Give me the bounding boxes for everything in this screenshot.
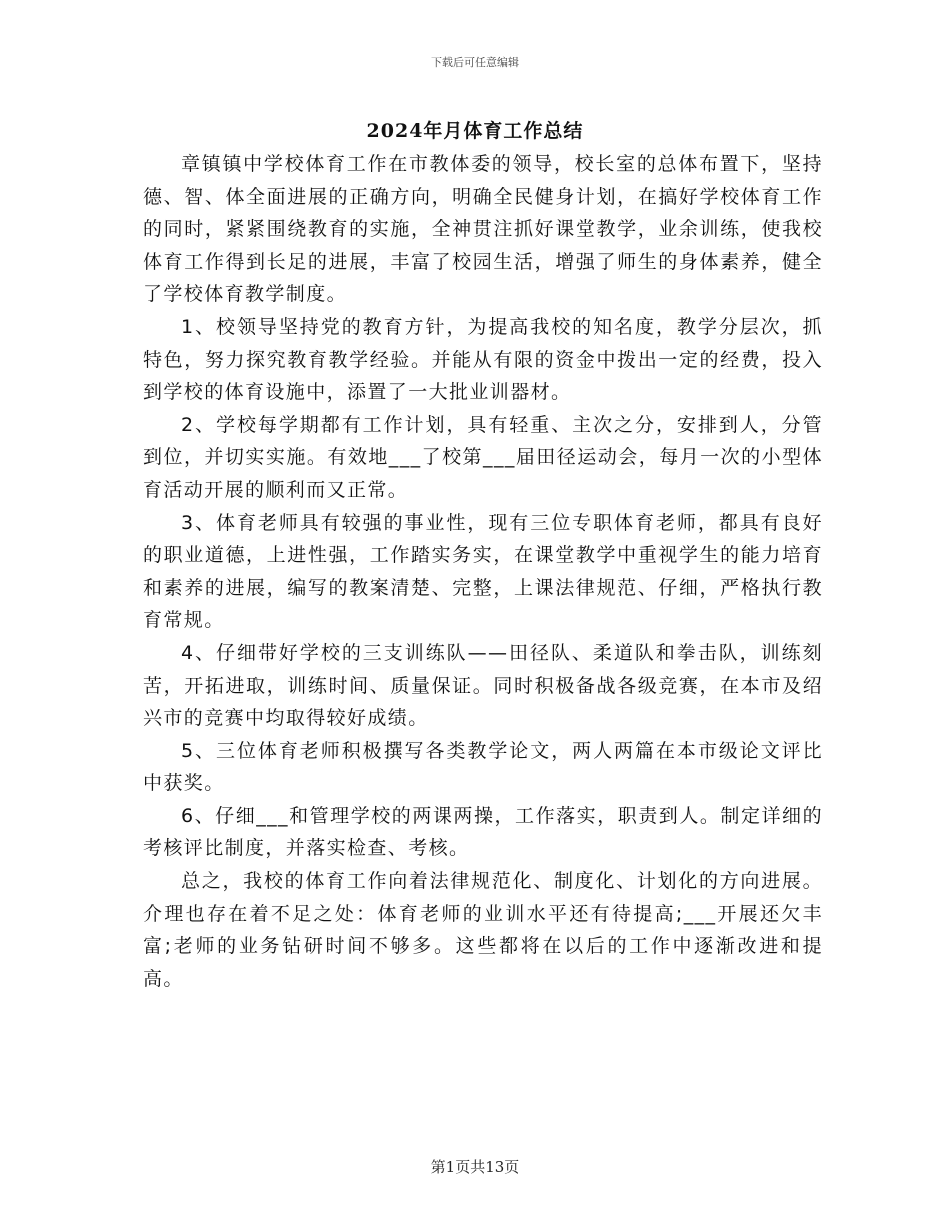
paragraph-item-4: 4、仔细带好学校的三支训练队——田径队、柔道队和拳击队，训练刻苦，开拓进取，训练时间、质量保证。同时积极备战各级竞赛，在本市及绍兴市的竞赛中均取得较好成绩。 <box>143 641 823 730</box>
paragraph-intro: 章镇镇中学校体育工作在市教体委的领导，校长室的总体布置下，坚持德、智、体全面进展的正确方向，明确全民健身计划，在搞好学校体育工作的同时，紧紧围绕教育的实施，全神贯注抓好课堂教学，业余训练，使我校体育工作得到长足的进展，丰富了校园生活，增强了师生的身体素养，健全了学校体育教学制度。 <box>143 153 823 306</box>
paragraph-item-5: 5、三位体育老师积极撰写各类教学论文，两人两篇在本市级论文评比中获奖。 <box>143 739 823 795</box>
page-number: 第1页共13页 <box>430 1158 520 1176</box>
document-body <box>143 148 823 995</box>
document-title: 2024年月体育工作总结 <box>366 120 584 142</box>
download-note: 下载后可任意编辑 <box>431 56 519 69</box>
paragraph-item-1: 1、校领导坚持党的教育方针，为提高我校的知名度，教学分层次，抓特色，努力探究教育教学经验。并能从有限的资金中拨出一定的经费，投入到学校的体育设施中，添置了一大批业训器材。 <box>143 315 823 404</box>
paragraph-item-6: 6、仔细___和管理学校的两课两操，工作落实，职责到人。制定详细的考核评比制度，并落实检查、考核。 <box>143 804 823 860</box>
paragraph-item-3: 3、体育老师具有较强的事业性，现有三位专职体育老师，都具有良好的职业道德，上进性强，工作踏实务实，在课堂教学中重视学生的能力培育和素养的进展，编写的教案清楚、完整，上课法律规范、仔细，严格执行教育常规。 <box>143 511 823 632</box>
paragraph-summary: 总之，我校的体育工作向着法律规范化、制度化、计划化的方向进展。介理也存在着不足之处：体育老师的业训水平还有待提高;___开展还欠丰富;老师的业务钻研时间不够多。这些都将在以后的工作中逐渐改进和提高。 <box>143 870 823 990</box>
paragraph-item-2: 2、学校每学期都有工作计划，具有轻重、主次之分，安排到人，分管到位，并切实实施。有效地___了校第___届田径运动会，每月一次的小型体育活动开展的顺利而又正常。 <box>143 413 823 501</box>
